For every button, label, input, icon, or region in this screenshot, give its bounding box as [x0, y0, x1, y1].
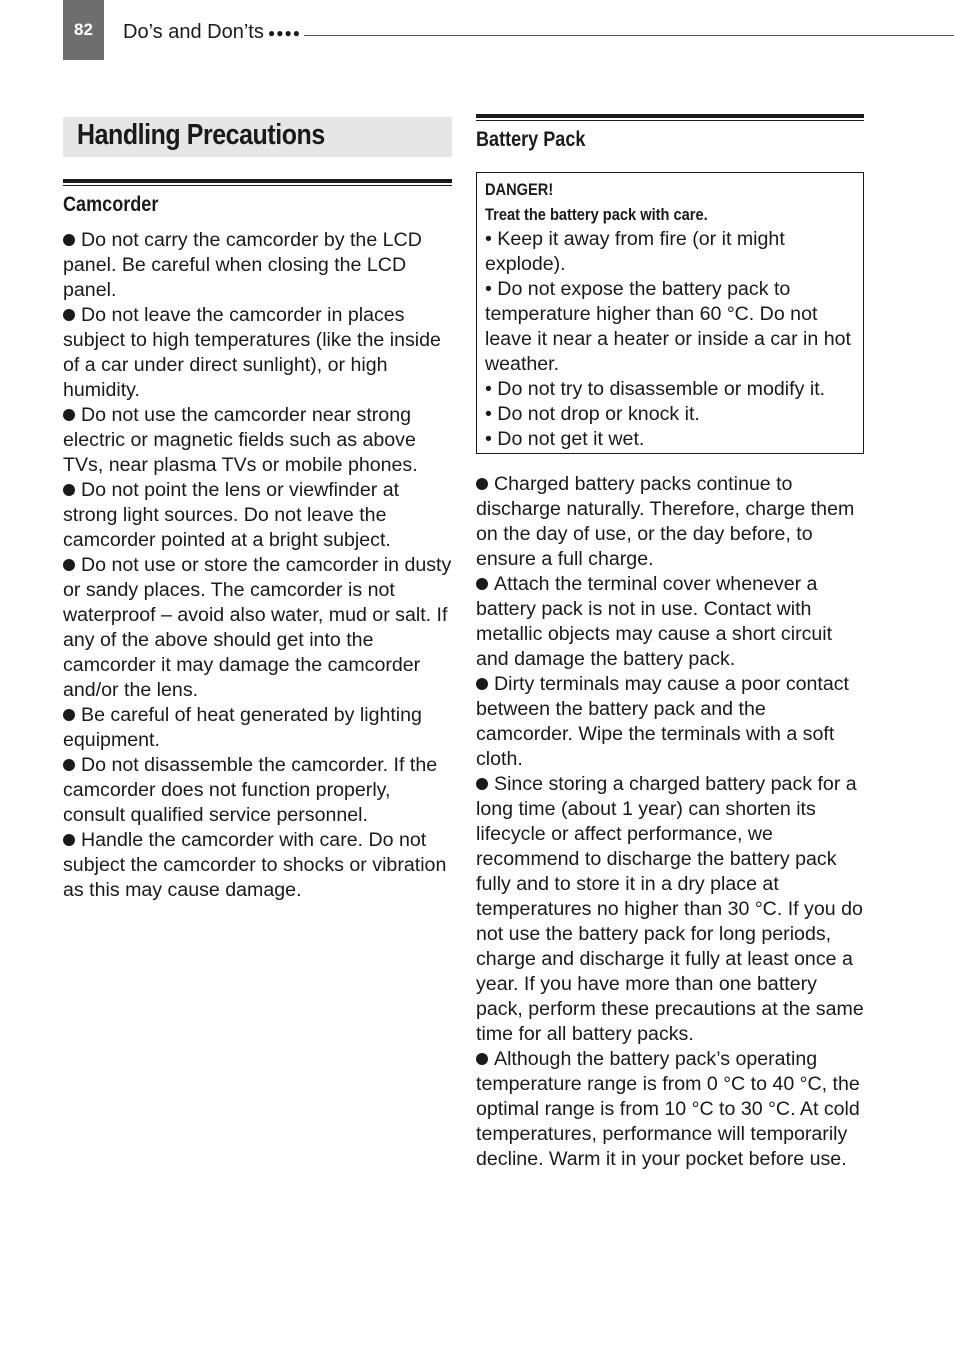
- camcorder-list: [63, 228, 455, 903]
- list-item: Do not leave the camcorder in places subject to high temperatures (like the inside of a car under direct sunlight), or high humidity.: [63, 304, 441, 401]
- bullet-icon: [63, 234, 75, 246]
- bullet-icon: [63, 759, 75, 771]
- list-item: Handle the camcorder with care. Do not subject the camcorder to shocks or vibration as this may cause damage.: [63, 829, 447, 901]
- bullet-icon: [476, 778, 488, 790]
- list-item: Do not point the lens or viewfinder at strong light sources. Do not leave the camcorder pointed at a bright subject.: [63, 479, 400, 551]
- bullet-icon: [63, 834, 75, 846]
- bullet-icon: [63, 309, 75, 321]
- danger-box: [476, 172, 864, 454]
- danger-label: DANGER!: [485, 180, 554, 199]
- camcorder-heading: Camcorder: [63, 193, 159, 216]
- bullet-icon: [476, 478, 488, 490]
- battery-heading: Battery Pack: [476, 128, 586, 151]
- bullet-icon: [476, 1053, 488, 1065]
- list-item: Charged battery packs continue to discharge naturally. Therefore, charge them on the day of use, or the day before, to ensure a full charge.: [476, 473, 855, 570]
- danger-item: • Do not expose the battery pack to temperature higher than 60 °C. Do not leave it near a heater or inside a car in hot weather.: [485, 278, 851, 375]
- list-item: Do not use the camcorder near strong electric or magnetic fields such as above TVs, near plasma TVs or mobile phones.: [63, 404, 418, 476]
- danger-item: • Do not get it wet.: [485, 428, 645, 450]
- heading-rule-thin: [63, 185, 452, 186]
- danger-item: • Do not try to disassemble or modify it.: [485, 378, 826, 400]
- bullet-icon: [63, 559, 75, 571]
- list-item: Dirty terminals may cause a poor contact between the battery pack and the camcorder. Wipe the terminals with a soft cloth.: [476, 673, 850, 770]
- danger-item: • Do not drop or knock it.: [485, 403, 700, 425]
- list-item: Attach the terminal cover whenever a battery pack is not in use. Contact with metallic objects may cause a short circuit and damage the battery pack.: [476, 573, 833, 670]
- header-rule: [304, 35, 954, 36]
- battery-list: [476, 472, 868, 1172]
- running-header-title: Do’s and Don’ts: [123, 21, 264, 43]
- heading-rule-thin: [476, 120, 864, 121]
- page-title-box: [63, 117, 452, 157]
- danger-item: • Keep it away from fire (or it might explode).: [485, 228, 785, 275]
- battery-section-heading: [476, 114, 864, 153]
- list-item: Since storing a charged battery pack for a long time (about 1 year) can shorten its lifecycle or affect performance, we recommend to discharge the battery pack fully and to store it in a dry place at temperatures no higher than 30 °C. If you do not use the battery pack for long periods, charge and discharge it fully at least once a year. If you have more than one battery pack, perform these precautions at the same time for all battery packs.: [476, 773, 864, 1045]
- bullet-icon: [63, 484, 75, 496]
- list-item: Do not carry the camcorder by the LCD panel. Be careful when closing the LCD panel.: [63, 229, 422, 301]
- list-item: Do not disassemble the camcorder. If the camcorder does not function properly, consult qualified service personnel.: [63, 754, 438, 826]
- list-item: Be careful of heat generated by lighting equipment.: [63, 704, 422, 751]
- bullet-icon: [63, 709, 75, 721]
- page-number: 82: [63, 0, 104, 60]
- list-item: Although the battery pack’s operating temperature range is from 0 °C to 40 °C, the optimal range is from 10 °C to 30 °C. At cold temperatures, performance will temporarily decline. Warm it in your pocket before use.: [476, 1048, 860, 1170]
- list-item: Do not use or store the camcorder in dusty or sandy places. The camcorder is not waterproof – avoid also water, mud or salt. If any of the above should get into the camcorder it may damage the camcorder and/or the lens.: [63, 554, 452, 701]
- page-title: Handling Precautions: [77, 119, 325, 151]
- bullet-icon: [476, 578, 488, 590]
- heading-rule-thick: [476, 114, 864, 118]
- bullet-icon: [63, 409, 75, 421]
- heading-rule-thick: [63, 179, 452, 183]
- header-dots: ●●●●: [268, 26, 301, 40]
- bullet-icon: [476, 678, 488, 690]
- danger-subtitle: Treat the battery pack with care.: [485, 205, 708, 224]
- camcorder-section-heading: [63, 179, 452, 218]
